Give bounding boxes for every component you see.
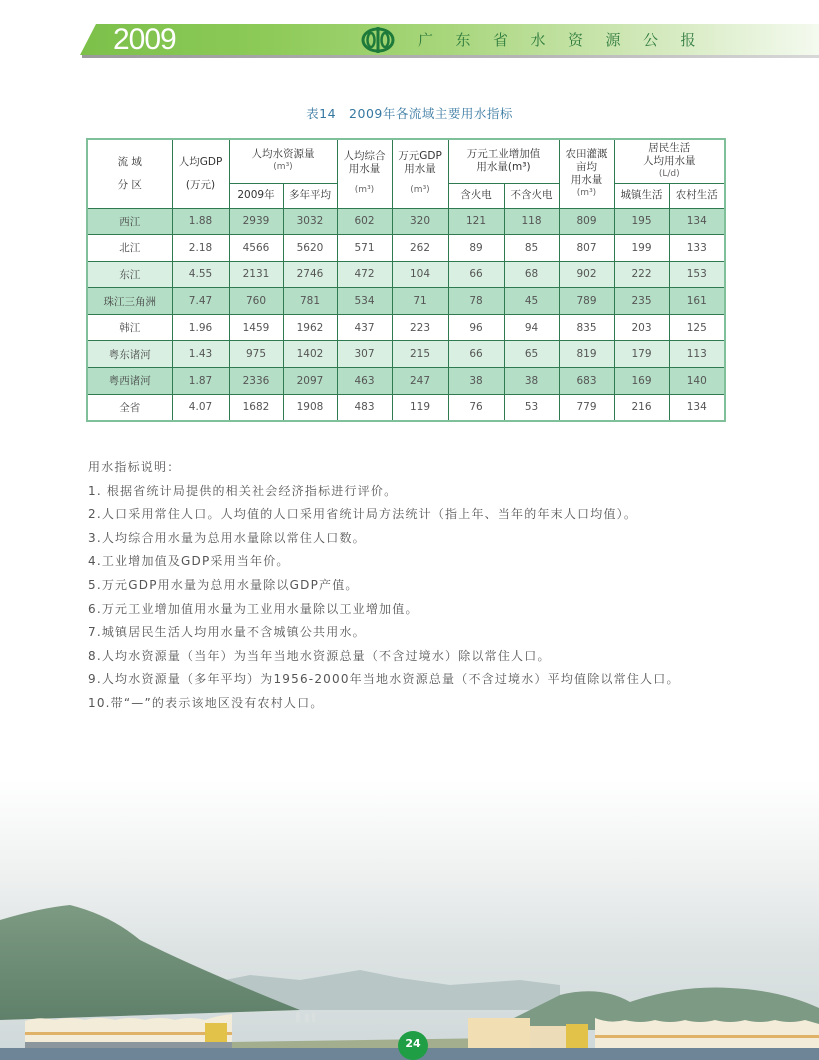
cell-wr-avg: 2097 bbox=[283, 368, 337, 395]
cell-irrigation: 819 bbox=[559, 341, 614, 368]
header-industry-without-thermal: 不含火电 bbox=[504, 183, 559, 208]
cell-ind-without: 85 bbox=[504, 235, 559, 262]
cell-rural: 134 bbox=[669, 208, 725, 235]
cell-irrigation: 835 bbox=[559, 314, 614, 341]
header-gdp-use-line1: 万元GDP bbox=[398, 150, 442, 163]
cell-wr-avg: 781 bbox=[283, 288, 337, 315]
cell-urban: 195 bbox=[614, 208, 669, 235]
cell-wr-avg: 1908 bbox=[283, 394, 337, 421]
cell-wr-2009: 1682 bbox=[229, 394, 283, 421]
header-domestic-urban: 城镇生活 bbox=[614, 183, 669, 208]
table-row bbox=[87, 341, 725, 368]
header-total-use-unit: (m³) bbox=[354, 185, 375, 196]
cell-total-use: 307 bbox=[337, 341, 392, 368]
note-item: 5.万元GDP用水量为总用水量除以GDP产值。 bbox=[88, 577, 359, 592]
header-irrigation-unit: (m³) bbox=[576, 187, 597, 198]
cell-ind-with: 76 bbox=[448, 394, 504, 421]
cell-gdp: 1.43 bbox=[172, 341, 229, 368]
header-domestic-rural: 农村生活 bbox=[669, 183, 725, 208]
cell-wr-avg: 1402 bbox=[283, 341, 337, 368]
header-gdp-use-line2: 用水量 bbox=[404, 163, 436, 176]
water-resources-emblem-icon bbox=[361, 27, 395, 53]
cell-rural: 161 bbox=[669, 288, 725, 315]
cell-total-use: 437 bbox=[337, 314, 392, 341]
header-gdp-line2: (万元) bbox=[185, 178, 216, 191]
table-caption: 表14 2009年各流域主要用水指标 bbox=[306, 106, 513, 121]
header-title-char: 省 bbox=[493, 31, 509, 49]
header-industry-line1: 万元工业增加值 bbox=[466, 148, 541, 161]
cell-ind-with: 121 bbox=[448, 208, 504, 235]
cell-rural: 134 bbox=[669, 394, 725, 421]
cell-wr-2009: 975 bbox=[229, 341, 283, 368]
cell-urban: 235 bbox=[614, 288, 669, 315]
header-industry-water-use bbox=[448, 139, 559, 183]
cell-gdp-use: 247 bbox=[392, 368, 448, 395]
cell-region: 珠江三角洲 bbox=[87, 288, 172, 315]
header-title-char: 东 bbox=[455, 31, 471, 49]
cell-total-use: 534 bbox=[337, 288, 392, 315]
header-title-char: 报 bbox=[680, 31, 696, 49]
header-domestic-line2: 人均用水量 bbox=[643, 154, 696, 167]
cell-gdp: 2.18 bbox=[172, 235, 229, 262]
header-industry-with-thermal: 含火电 bbox=[448, 183, 504, 208]
cell-urban: 222 bbox=[614, 261, 669, 288]
cell-irrigation: 683 bbox=[559, 368, 614, 395]
notes-heading: 用水指标说明： bbox=[88, 460, 181, 474]
note-item: 3.人均综合用水量为总用水量除以常住人口数。 bbox=[88, 530, 366, 545]
cell-wr-2009: 2131 bbox=[229, 261, 283, 288]
cell-total-use: 602 bbox=[337, 208, 392, 235]
header-title-char: 广 bbox=[418, 31, 434, 49]
header-industry-line2: 用水量(m³) bbox=[476, 161, 531, 174]
header-water-resource-unit: (m³) bbox=[273, 162, 293, 173]
cell-rural: 133 bbox=[669, 235, 725, 262]
cell-ind-with: 89 bbox=[448, 235, 504, 262]
cell-rural: 113 bbox=[669, 341, 725, 368]
header-region-line2: 分 区 bbox=[117, 178, 142, 191]
cell-gdp-use: 71 bbox=[392, 288, 448, 315]
header-total-use-line1: 人均综合 bbox=[343, 150, 386, 163]
cell-ind-without: 94 bbox=[504, 314, 559, 341]
header-title-char: 资 bbox=[568, 31, 584, 49]
cell-rural: 140 bbox=[669, 368, 725, 395]
header-title-char: 水 bbox=[530, 31, 546, 49]
cell-urban: 203 bbox=[614, 314, 669, 341]
cell-ind-with: 96 bbox=[448, 314, 504, 341]
cell-rural: 125 bbox=[669, 314, 725, 341]
notes-section bbox=[88, 456, 788, 716]
note-item: 8.人均水资源量（当年）为当年当地水资源总量（不含过境水）除以常住人口。 bbox=[88, 648, 551, 663]
header-irrigation-line1: 农田灌溉 bbox=[565, 147, 608, 160]
cell-gdp-use: 320 bbox=[392, 208, 448, 235]
cell-region: 全省 bbox=[87, 394, 172, 421]
note-item: 10.带“—”的表示该地区没有农村人口。 bbox=[88, 695, 324, 710]
note-item: 6.万元工业增加值用水量为工业用水量除以工业增加值。 bbox=[88, 601, 419, 616]
cell-gdp: 4.07 bbox=[172, 394, 229, 421]
cell-gdp-use: 215 bbox=[392, 341, 448, 368]
header-water-resource-label: 人均水资源量 bbox=[251, 148, 315, 161]
header-domestic-line1: 居民生活 bbox=[648, 141, 691, 154]
cell-wr-avg: 5620 bbox=[283, 235, 337, 262]
header-title-char: 公 bbox=[643, 31, 659, 49]
header-water-resource-average: 多年平均 bbox=[283, 183, 337, 208]
header-total-use-line2: 用水量 bbox=[348, 163, 381, 176]
table-row bbox=[87, 261, 725, 288]
cell-irrigation: 779 bbox=[559, 394, 614, 421]
header-year: 2009 bbox=[113, 23, 176, 56]
header-gdp-per-capita bbox=[172, 139, 229, 208]
table-row bbox=[87, 208, 725, 235]
header-banner-shadow bbox=[82, 55, 819, 58]
page-number-badge: 24 bbox=[398, 1031, 428, 1060]
note-item: 7.城镇居民生活人均用水量不含城镇公共用水。 bbox=[88, 625, 366, 640]
cell-wr-2009: 2939 bbox=[229, 208, 283, 235]
cell-urban: 169 bbox=[614, 368, 669, 395]
header-domestic-water-use bbox=[614, 139, 725, 183]
header-gdp-water-use bbox=[392, 139, 448, 208]
cell-ind-without: 45 bbox=[504, 288, 559, 315]
note-item: 2.人口采用常住人口。人均值的人口采用省统计局方法统计（指上年、当年的年末人口均值）。 bbox=[88, 507, 638, 522]
cell-irrigation: 902 bbox=[559, 261, 614, 288]
table-row bbox=[87, 314, 725, 341]
cell-region: 粤西诸河 bbox=[87, 368, 172, 395]
cell-total-use: 483 bbox=[337, 394, 392, 421]
table-row-total bbox=[87, 394, 725, 421]
cell-wr-avg: 1962 bbox=[283, 314, 337, 341]
header-water-resource-per-capita bbox=[229, 139, 337, 183]
cell-wr-avg: 2746 bbox=[283, 261, 337, 288]
cell-ind-with: 78 bbox=[448, 288, 504, 315]
note-item: 4.工业增加值及GDP采用当年价。 bbox=[88, 554, 290, 569]
cell-gdp: 7.47 bbox=[172, 288, 229, 315]
header-region-line1: 流 域 bbox=[117, 155, 142, 168]
cell-ind-without: 53 bbox=[504, 394, 559, 421]
cell-region: 西江 bbox=[87, 208, 172, 235]
cell-irrigation: 789 bbox=[559, 288, 614, 315]
table-body bbox=[87, 208, 725, 421]
cell-ind-without: 68 bbox=[504, 261, 559, 288]
cell-gdp: 4.55 bbox=[172, 261, 229, 288]
cell-ind-with: 66 bbox=[448, 341, 504, 368]
cell-urban: 199 bbox=[614, 235, 669, 262]
header-gdp-use-unit: (m³) bbox=[410, 185, 430, 196]
cell-total-use: 571 bbox=[337, 235, 392, 262]
header-region bbox=[87, 139, 172, 208]
cell-gdp: 1.87 bbox=[172, 368, 229, 395]
cell-irrigation: 809 bbox=[559, 208, 614, 235]
cell-gdp-use: 223 bbox=[392, 314, 448, 341]
cell-gdp-use: 262 bbox=[392, 235, 448, 262]
cell-ind-without: 118 bbox=[504, 208, 559, 235]
cell-region: 韩江 bbox=[87, 314, 172, 341]
header-water-resource-2009: 2009年 bbox=[229, 183, 283, 208]
header-title-char: 源 bbox=[605, 31, 621, 49]
cell-irrigation: 807 bbox=[559, 235, 614, 262]
cell-urban: 216 bbox=[614, 394, 669, 421]
cell-gdp-use: 119 bbox=[392, 394, 448, 421]
cell-wr-2009: 4566 bbox=[229, 235, 283, 262]
cell-wr-avg: 3032 bbox=[283, 208, 337, 235]
header-total-use-per-capita bbox=[337, 139, 392, 208]
table-row bbox=[87, 368, 725, 395]
cell-ind-without: 38 bbox=[504, 368, 559, 395]
cell-wr-2009: 2336 bbox=[229, 368, 283, 395]
table-row bbox=[87, 288, 725, 315]
cell-gdp-use: 104 bbox=[392, 261, 448, 288]
header-irrigation-line3: 用水量 bbox=[570, 173, 603, 186]
cell-total-use: 463 bbox=[337, 368, 392, 395]
cell-rural: 153 bbox=[669, 261, 725, 288]
cell-total-use: 472 bbox=[337, 261, 392, 288]
water-use-indicators-table bbox=[86, 138, 726, 422]
cell-gdp: 1.88 bbox=[172, 208, 229, 235]
cell-region: 东江 bbox=[87, 261, 172, 288]
note-item: 1. 根据省统计局提供的相关社会经济指标进行评价。 bbox=[88, 483, 398, 498]
cell-region: 粤东诸河 bbox=[87, 341, 172, 368]
cell-wr-2009: 1459 bbox=[229, 314, 283, 341]
cell-ind-without: 65 bbox=[504, 341, 559, 368]
cell-gdp: 1.96 bbox=[172, 314, 229, 341]
header-irrigation-line2: 亩均 bbox=[576, 160, 597, 173]
header-gdp-line1: 人均GDP bbox=[178, 155, 223, 168]
cell-region: 北江 bbox=[87, 235, 172, 262]
cell-wr-2009: 760 bbox=[229, 288, 283, 315]
note-item: 9.人均水资源量（多年平均）为1956-2000年当地水资源总量（不含过境水）平均值除以常住人口。 bbox=[88, 672, 680, 687]
cell-urban: 179 bbox=[614, 341, 669, 368]
table-row bbox=[87, 235, 725, 262]
cell-ind-with: 66 bbox=[448, 261, 504, 288]
cell-ind-with: 38 bbox=[448, 368, 504, 395]
reservoir-photo bbox=[0, 780, 819, 1060]
header-irrigation-water-use bbox=[559, 139, 614, 208]
header-domestic-unit: (L/d) bbox=[658, 168, 680, 179]
header-title bbox=[418, 25, 718, 55]
